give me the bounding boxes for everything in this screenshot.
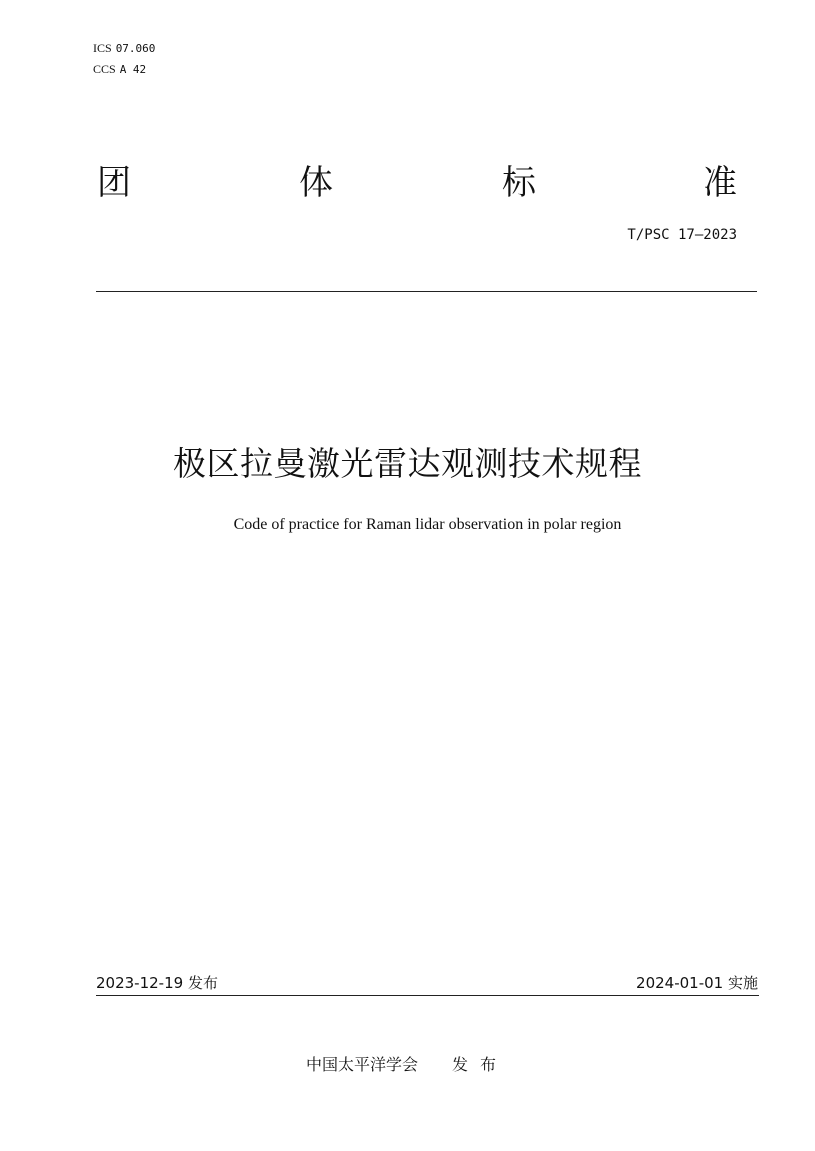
title-chinese: 极区拉曼激光雷达观测技术规程: [173, 444, 642, 483]
publisher-action: 发布: [452, 1055, 509, 1074]
ics-line: [93, 41, 155, 56]
header-divider: [96, 291, 757, 292]
ccs-line: [93, 62, 146, 77]
standard-type-char-1: 团: [97, 163, 131, 203]
footer-divider: [96, 995, 759, 996]
standard-type-char-3: 标: [502, 163, 536, 203]
ccs-label: CCS: [93, 62, 116, 76]
publisher-line: [306, 1054, 508, 1076]
publisher-name: 中国太平洋学会: [306, 1055, 419, 1074]
standard-type-char-2: 体: [299, 163, 333, 203]
standard-type-char-4: 准: [703, 163, 737, 203]
standard-number: T/PSC 17—2023: [627, 227, 737, 243]
implement-date: 2024-01-01 实施: [636, 974, 758, 992]
ics-label: ICS: [93, 41, 112, 55]
ccs-code: A 42: [119, 63, 147, 76]
title-english: Code of practice for Raman lidar observation in polar region: [233, 516, 622, 533]
issue-date: 2023-12-19 发布: [96, 974, 218, 992]
ics-code: 07.060: [115, 42, 156, 55]
